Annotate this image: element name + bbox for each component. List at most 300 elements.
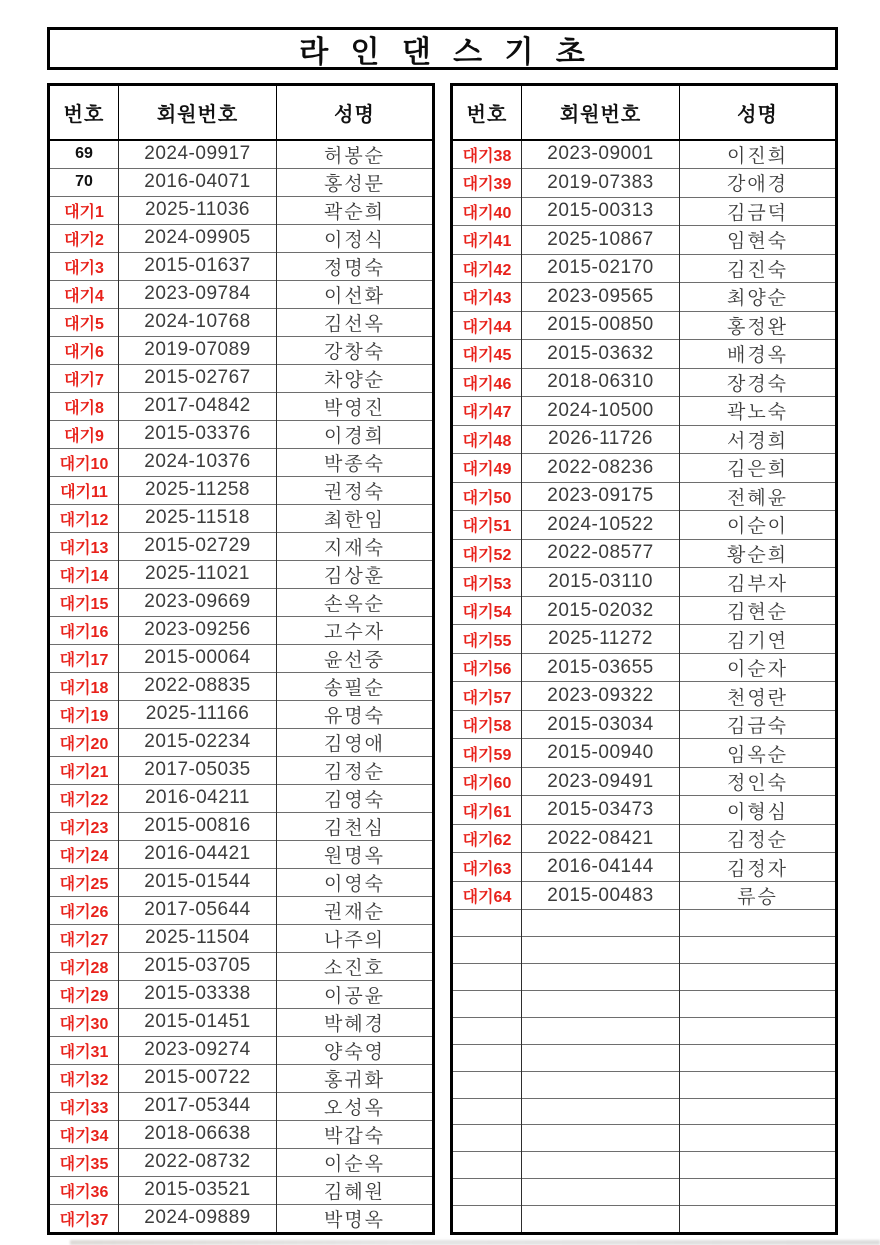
member-id-cell: 2023-09175 bbox=[522, 482, 680, 511]
name-cell: 배경옥 bbox=[680, 340, 837, 369]
no-cell: 대기50 bbox=[452, 482, 522, 511]
member-id-cell: 2024-10500 bbox=[522, 397, 680, 426]
table-row bbox=[49, 924, 434, 952]
member-id-cell: 2015-00313 bbox=[522, 197, 680, 226]
member-id-cell: 2024-09917 bbox=[119, 140, 277, 169]
name-cell: 권정숙 bbox=[277, 476, 434, 504]
member-id-cell: 2025-11504 bbox=[119, 924, 277, 952]
member-id-cell: 2015-03655 bbox=[522, 653, 680, 682]
no-cell: 대기51 bbox=[452, 511, 522, 540]
member-id-cell: 2024-09905 bbox=[119, 224, 277, 252]
name-cell: 양숙영 bbox=[277, 1036, 434, 1064]
name-cell: 유명숙 bbox=[277, 700, 434, 728]
scan-edge-artifact bbox=[70, 1240, 880, 1245]
member-id-cell: 2023-09565 bbox=[522, 283, 680, 312]
table-row bbox=[452, 568, 837, 597]
table-row bbox=[49, 224, 434, 252]
table-row bbox=[452, 596, 837, 625]
table-row bbox=[49, 504, 434, 532]
name-cell: 홍성문 bbox=[277, 168, 434, 196]
name-cell bbox=[680, 1071, 837, 1098]
name-cell: 이순옥 bbox=[277, 1148, 434, 1176]
no-cell: 대기20 bbox=[49, 728, 119, 756]
no-cell: 대기1 bbox=[49, 196, 119, 224]
table-row bbox=[49, 672, 434, 700]
left-member-table bbox=[47, 83, 435, 1235]
no-cell bbox=[452, 1206, 522, 1233]
member-id-cell: 2016-04421 bbox=[119, 840, 277, 868]
no-cell: 대기39 bbox=[452, 169, 522, 198]
no-cell: 대기29 bbox=[49, 980, 119, 1008]
no-cell: 69 bbox=[49, 140, 119, 169]
name-cell: 최양순 bbox=[680, 283, 837, 312]
member-id-cell: 2015-02729 bbox=[119, 532, 277, 560]
member-id-cell: 2018-06638 bbox=[119, 1120, 277, 1148]
table-row bbox=[49, 980, 434, 1008]
table-row bbox=[452, 824, 837, 853]
table-row bbox=[452, 853, 837, 882]
table-row bbox=[452, 682, 837, 711]
table-row bbox=[49, 896, 434, 924]
table-row bbox=[49, 1092, 434, 1120]
member-id-cell: 2016-04071 bbox=[119, 168, 277, 196]
no-cell bbox=[452, 1152, 522, 1179]
member-id-cell: 2019-07383 bbox=[522, 169, 680, 198]
no-cell: 대기35 bbox=[49, 1148, 119, 1176]
name-cell bbox=[680, 910, 837, 937]
member-id-cell bbox=[522, 1125, 680, 1152]
no-cell: 대기27 bbox=[49, 924, 119, 952]
table-row bbox=[49, 336, 434, 364]
name-cell: 소진호 bbox=[277, 952, 434, 980]
name-cell: 김정순 bbox=[277, 756, 434, 784]
name-cell: 박혜경 bbox=[277, 1008, 434, 1036]
table-row bbox=[49, 1204, 434, 1233]
member-id-cell: 2023-09274 bbox=[119, 1036, 277, 1064]
no-cell: 대기11 bbox=[49, 476, 119, 504]
no-cell: 대기2 bbox=[49, 224, 119, 252]
left-table-body bbox=[49, 140, 434, 1234]
table-row bbox=[452, 625, 837, 654]
table-row bbox=[49, 140, 434, 169]
table-row bbox=[452, 140, 837, 169]
no-cell: 대기24 bbox=[49, 840, 119, 868]
table-row bbox=[49, 392, 434, 420]
table-row bbox=[49, 168, 434, 196]
member-id-cell bbox=[522, 937, 680, 964]
no-cell: 대기49 bbox=[452, 454, 522, 483]
name-cell: 이선화 bbox=[277, 280, 434, 308]
no-cell bbox=[452, 1044, 522, 1071]
page-title: 라 인 댄 스 기 초 bbox=[299, 35, 592, 69]
no-cell: 대기56 bbox=[452, 653, 522, 682]
name-cell: 김금덕 bbox=[680, 197, 837, 226]
name-cell: 손옥순 bbox=[277, 588, 434, 616]
member-id-cell: 2015-03521 bbox=[119, 1176, 277, 1204]
no-cell: 대기42 bbox=[452, 254, 522, 283]
no-cell: 대기60 bbox=[452, 767, 522, 796]
empty-table-row bbox=[452, 964, 837, 991]
member-id-cell: 2024-10522 bbox=[522, 511, 680, 540]
member-id-cell: 2023-09256 bbox=[119, 616, 277, 644]
table-row bbox=[49, 756, 434, 784]
name-cell: 박명옥 bbox=[277, 1204, 434, 1233]
no-cell: 대기36 bbox=[49, 1176, 119, 1204]
table-row bbox=[452, 482, 837, 511]
name-cell: 김기연 bbox=[680, 625, 837, 654]
member-id-cell: 2017-05644 bbox=[119, 896, 277, 924]
table-row bbox=[49, 196, 434, 224]
no-cell: 대기55 bbox=[452, 625, 522, 654]
table-row bbox=[49, 616, 434, 644]
no-cell: 대기8 bbox=[49, 392, 119, 420]
no-cell: 대기26 bbox=[49, 896, 119, 924]
no-cell bbox=[452, 937, 522, 964]
member-id-cell: 2015-02767 bbox=[119, 364, 277, 392]
title-box bbox=[47, 27, 838, 70]
member-id-cell: 2015-01637 bbox=[119, 252, 277, 280]
member-id-cell bbox=[522, 964, 680, 991]
name-cell: 허봉순 bbox=[277, 140, 434, 169]
member-id-cell: 2015-03338 bbox=[119, 980, 277, 1008]
member-id-cell: 2025-10867 bbox=[522, 226, 680, 255]
no-cell: 대기44 bbox=[452, 311, 522, 340]
name-cell bbox=[680, 1098, 837, 1125]
member-id-cell: 2015-00850 bbox=[522, 311, 680, 340]
member-id-cell: 2017-04842 bbox=[119, 392, 277, 420]
member-id-cell: 2015-03473 bbox=[522, 796, 680, 825]
member-id-cell: 2015-00722 bbox=[119, 1064, 277, 1092]
member-id-cell: 2022-08236 bbox=[522, 454, 680, 483]
member-id-cell bbox=[522, 1017, 680, 1044]
table-row bbox=[49, 728, 434, 756]
no-cell: 대기5 bbox=[49, 308, 119, 336]
no-cell: 대기47 bbox=[452, 397, 522, 426]
member-id-cell bbox=[522, 1206, 680, 1233]
no-cell: 대기33 bbox=[49, 1092, 119, 1120]
member-id-cell: 2024-10376 bbox=[119, 448, 277, 476]
table-row bbox=[49, 1120, 434, 1148]
no-cell: 대기17 bbox=[49, 644, 119, 672]
member-id-cell: 2025-11518 bbox=[119, 504, 277, 532]
no-cell: 대기43 bbox=[452, 283, 522, 312]
name-cell: 김정자 bbox=[680, 853, 837, 882]
table-row bbox=[49, 532, 434, 560]
no-cell: 대기30 bbox=[49, 1008, 119, 1036]
no-cell bbox=[452, 964, 522, 991]
no-cell: 대기7 bbox=[49, 364, 119, 392]
name-cell: 김은희 bbox=[680, 454, 837, 483]
table-row bbox=[49, 644, 434, 672]
no-cell bbox=[452, 1071, 522, 1098]
member-id-cell: 2015-00940 bbox=[522, 739, 680, 768]
table-row bbox=[49, 476, 434, 504]
name-cell: 윤선중 bbox=[277, 644, 434, 672]
table-row bbox=[49, 952, 434, 980]
member-id-cell: 2015-03376 bbox=[119, 420, 277, 448]
member-id-cell bbox=[522, 1044, 680, 1071]
table-row bbox=[452, 511, 837, 540]
no-cell: 70 bbox=[49, 168, 119, 196]
table-row bbox=[452, 368, 837, 397]
header-name: 성명 bbox=[680, 85, 837, 140]
member-id-cell: 2015-02234 bbox=[119, 728, 277, 756]
name-cell: 지재숙 bbox=[277, 532, 434, 560]
table-row bbox=[452, 283, 837, 312]
member-id-cell: 2015-02170 bbox=[522, 254, 680, 283]
table-row bbox=[49, 1064, 434, 1092]
member-id-cell bbox=[522, 1152, 680, 1179]
header-row bbox=[452, 85, 837, 140]
name-cell bbox=[680, 1152, 837, 1179]
member-id-cell: 2015-03034 bbox=[522, 710, 680, 739]
member-id-cell bbox=[522, 910, 680, 937]
name-cell: 김천심 bbox=[277, 812, 434, 840]
no-cell: 대기58 bbox=[452, 710, 522, 739]
table-row bbox=[49, 308, 434, 336]
empty-table-row bbox=[452, 910, 837, 937]
name-cell: 고수자 bbox=[277, 616, 434, 644]
member-id-cell: 2023-09669 bbox=[119, 588, 277, 616]
name-cell: 이순이 bbox=[680, 511, 837, 540]
name-cell: 원명옥 bbox=[277, 840, 434, 868]
no-cell: 대기14 bbox=[49, 560, 119, 588]
name-cell: 장경숙 bbox=[680, 368, 837, 397]
name-cell: 곽노숙 bbox=[680, 397, 837, 426]
table-row bbox=[49, 280, 434, 308]
empty-table-row bbox=[452, 1071, 837, 1098]
table-row bbox=[49, 1176, 434, 1204]
no-cell bbox=[452, 1125, 522, 1152]
table-row bbox=[49, 364, 434, 392]
no-cell: 대기41 bbox=[452, 226, 522, 255]
name-cell: 황순희 bbox=[680, 539, 837, 568]
name-cell: 이공윤 bbox=[277, 980, 434, 1008]
empty-table-row bbox=[452, 937, 837, 964]
table-row bbox=[452, 767, 837, 796]
member-id-cell: 2015-03705 bbox=[119, 952, 277, 980]
name-cell: 곽순희 bbox=[277, 196, 434, 224]
no-cell: 대기53 bbox=[452, 568, 522, 597]
name-cell: 김정순 bbox=[680, 824, 837, 853]
no-cell: 대기22 bbox=[49, 784, 119, 812]
header-member-id: 회원번호 bbox=[119, 85, 277, 140]
table-row bbox=[452, 254, 837, 283]
no-cell: 대기16 bbox=[49, 616, 119, 644]
no-cell: 대기10 bbox=[49, 448, 119, 476]
no-cell: 대기34 bbox=[49, 1120, 119, 1148]
member-id-cell: 2016-04211 bbox=[119, 784, 277, 812]
no-cell bbox=[452, 1098, 522, 1125]
no-cell: 대기45 bbox=[452, 340, 522, 369]
name-cell: 송필순 bbox=[277, 672, 434, 700]
no-cell: 대기64 bbox=[452, 881, 522, 910]
member-id-cell: 2015-03110 bbox=[522, 568, 680, 597]
name-cell: 임옥순 bbox=[680, 739, 837, 768]
member-id-cell: 2025-11272 bbox=[522, 625, 680, 654]
table-row bbox=[49, 1036, 434, 1064]
member-id-cell: 2016-04144 bbox=[522, 853, 680, 882]
no-cell: 대기19 bbox=[49, 700, 119, 728]
member-id-cell: 2026-11726 bbox=[522, 425, 680, 454]
member-id-cell: 2022-08421 bbox=[522, 824, 680, 853]
table-row bbox=[49, 420, 434, 448]
name-cell: 임현숙 bbox=[680, 226, 837, 255]
name-cell: 천영란 bbox=[680, 682, 837, 711]
right-table-body bbox=[452, 140, 837, 1234]
no-cell: 대기63 bbox=[452, 853, 522, 882]
name-cell bbox=[680, 937, 837, 964]
name-cell: 홍정완 bbox=[680, 311, 837, 340]
empty-table-row bbox=[452, 1125, 837, 1152]
empty-table-row bbox=[452, 1179, 837, 1206]
table-row bbox=[452, 311, 837, 340]
member-id-cell: 2025-11021 bbox=[119, 560, 277, 588]
name-cell bbox=[680, 1125, 837, 1152]
empty-table-row bbox=[452, 1152, 837, 1179]
no-cell: 대기13 bbox=[49, 532, 119, 560]
table-row bbox=[49, 588, 434, 616]
member-id-cell: 2023-09491 bbox=[522, 767, 680, 796]
name-cell: 최한임 bbox=[277, 504, 434, 532]
name-cell bbox=[680, 1206, 837, 1233]
header-member-id: 회원번호 bbox=[522, 85, 680, 140]
name-cell: 나주의 bbox=[277, 924, 434, 952]
no-cell: 대기46 bbox=[452, 368, 522, 397]
no-cell bbox=[452, 1017, 522, 1044]
table-row bbox=[49, 1008, 434, 1036]
name-cell: 류승 bbox=[680, 881, 837, 910]
member-id-cell: 2015-03632 bbox=[522, 340, 680, 369]
table-row bbox=[49, 448, 434, 476]
right-member-table bbox=[450, 83, 838, 1235]
name-cell: 김선옥 bbox=[277, 308, 434, 336]
member-id-cell: 2015-02032 bbox=[522, 596, 680, 625]
no-cell: 대기15 bbox=[49, 588, 119, 616]
member-id-cell: 2022-08577 bbox=[522, 539, 680, 568]
table-row bbox=[49, 700, 434, 728]
member-id-cell bbox=[522, 991, 680, 1018]
name-cell: 김영숙 bbox=[277, 784, 434, 812]
member-id-cell: 2024-10768 bbox=[119, 308, 277, 336]
table-row bbox=[452, 710, 837, 739]
empty-table-row bbox=[452, 1206, 837, 1233]
member-id-cell: 2024-09889 bbox=[119, 1204, 277, 1233]
member-id-cell: 2015-00483 bbox=[522, 881, 680, 910]
table-row bbox=[49, 560, 434, 588]
no-cell: 대기54 bbox=[452, 596, 522, 625]
table-row bbox=[49, 812, 434, 840]
table-row bbox=[452, 425, 837, 454]
table-row bbox=[452, 796, 837, 825]
header-name: 성명 bbox=[277, 85, 434, 140]
no-cell: 대기40 bbox=[452, 197, 522, 226]
member-id-cell: 2015-00064 bbox=[119, 644, 277, 672]
name-cell: 서경희 bbox=[680, 425, 837, 454]
table-row bbox=[452, 169, 837, 198]
member-id-cell: 2015-00816 bbox=[119, 812, 277, 840]
name-cell: 전혜윤 bbox=[680, 482, 837, 511]
member-id-cell: 2025-11036 bbox=[119, 196, 277, 224]
member-id-cell: 2022-08732 bbox=[119, 1148, 277, 1176]
table-row bbox=[452, 539, 837, 568]
no-cell bbox=[452, 910, 522, 937]
name-cell: 박종숙 bbox=[277, 448, 434, 476]
table-row bbox=[49, 1148, 434, 1176]
name-cell: 오성옥 bbox=[277, 1092, 434, 1120]
no-cell: 대기4 bbox=[49, 280, 119, 308]
no-cell: 대기21 bbox=[49, 756, 119, 784]
table-row bbox=[452, 739, 837, 768]
table-row bbox=[452, 197, 837, 226]
no-cell: 대기28 bbox=[49, 952, 119, 980]
member-id-cell bbox=[522, 1098, 680, 1125]
name-cell: 차양순 bbox=[277, 364, 434, 392]
table-row bbox=[49, 784, 434, 812]
no-cell: 대기57 bbox=[452, 682, 522, 711]
name-cell: 정명숙 bbox=[277, 252, 434, 280]
no-cell: 대기32 bbox=[49, 1064, 119, 1092]
no-cell: 대기62 bbox=[452, 824, 522, 853]
name-cell: 이순자 bbox=[680, 653, 837, 682]
no-cell: 대기48 bbox=[452, 425, 522, 454]
header-no: 번호 bbox=[452, 85, 522, 140]
no-cell bbox=[452, 1179, 522, 1206]
name-cell: 김현순 bbox=[680, 596, 837, 625]
no-cell: 대기38 bbox=[452, 140, 522, 169]
member-id-cell: 2018-06310 bbox=[522, 368, 680, 397]
table-row bbox=[452, 226, 837, 255]
header-no: 번호 bbox=[49, 85, 119, 140]
tables-container bbox=[47, 83, 838, 1235]
no-cell: 대기3 bbox=[49, 252, 119, 280]
name-cell: 이형심 bbox=[680, 796, 837, 825]
name-cell: 박영진 bbox=[277, 392, 434, 420]
table-row bbox=[452, 397, 837, 426]
empty-table-row bbox=[452, 1044, 837, 1071]
no-cell: 대기59 bbox=[452, 739, 522, 768]
name-cell: 이정식 bbox=[277, 224, 434, 252]
header-row bbox=[49, 85, 434, 140]
table-row bbox=[49, 252, 434, 280]
name-cell: 강창숙 bbox=[277, 336, 434, 364]
member-id-cell: 2023-09784 bbox=[119, 280, 277, 308]
no-cell: 대기25 bbox=[49, 868, 119, 896]
no-cell: 대기18 bbox=[49, 672, 119, 700]
name-cell: 김혜원 bbox=[277, 1176, 434, 1204]
empty-table-row bbox=[452, 991, 837, 1018]
name-cell: 김영애 bbox=[277, 728, 434, 756]
name-cell: 강애경 bbox=[680, 169, 837, 198]
no-cell: 대기23 bbox=[49, 812, 119, 840]
name-cell bbox=[680, 991, 837, 1018]
table-row bbox=[49, 840, 434, 868]
name-cell: 김진숙 bbox=[680, 254, 837, 283]
name-cell: 정인숙 bbox=[680, 767, 837, 796]
member-id-cell: 2022-08835 bbox=[119, 672, 277, 700]
member-id-cell: 2015-01451 bbox=[119, 1008, 277, 1036]
no-cell: 대기6 bbox=[49, 336, 119, 364]
no-cell: 대기12 bbox=[49, 504, 119, 532]
table-row bbox=[452, 881, 837, 910]
no-cell bbox=[452, 991, 522, 1018]
member-id-cell: 2025-11166 bbox=[119, 700, 277, 728]
table-row bbox=[452, 454, 837, 483]
name-cell bbox=[680, 964, 837, 991]
name-cell: 김금숙 bbox=[680, 710, 837, 739]
name-cell: 김부자 bbox=[680, 568, 837, 597]
no-cell: 대기52 bbox=[452, 539, 522, 568]
